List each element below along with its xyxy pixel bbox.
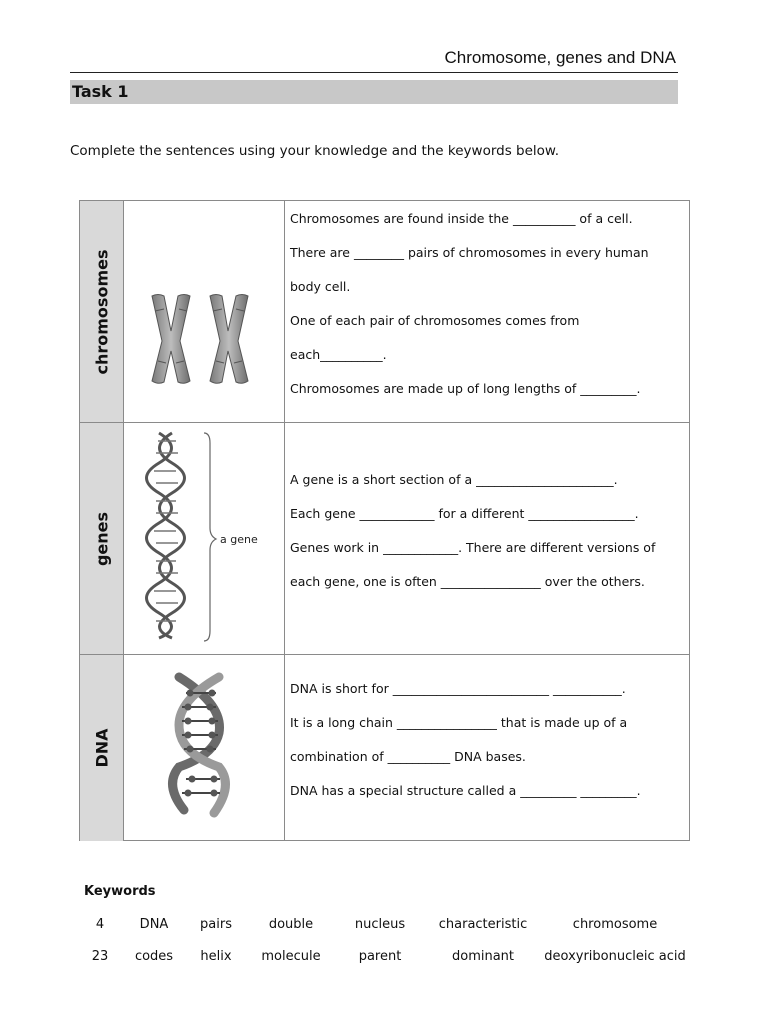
- keyword: dominant: [451, 949, 515, 964]
- dna-image-cell: [124, 655, 285, 841]
- sentence-line: each__________.: [290, 347, 387, 362]
- gene-helix-illustration: [124, 423, 285, 654]
- chromosomes-label: chromosomes: [92, 249, 111, 374]
- document-header: [70, 46, 678, 73]
- task-label: Task 1: [72, 82, 129, 101]
- keyword: parent: [358, 949, 402, 964]
- chromosomes-row-label: [80, 201, 124, 422]
- genes-label: genes: [92, 511, 111, 566]
- keyword: 23: [91, 949, 109, 964]
- genes-sentences: [285, 423, 689, 654]
- keyword: double: [268, 917, 314, 932]
- dna-sentences: [285, 655, 689, 841]
- genes-image-cell: [124, 423, 285, 654]
- sentence-line: Each gene ____________ for a different _________________.: [290, 506, 639, 521]
- keyword: helix: [200, 949, 232, 964]
- genes-row: [80, 423, 689, 655]
- chromosome-right-icon: [210, 295, 248, 384]
- worksheet-table: [79, 200, 690, 841]
- chromosomes-illustration: [124, 201, 285, 422]
- sentence-line: body cell.: [290, 279, 351, 294]
- sentence-line: Chromosomes are found inside the __________ of a cell.: [290, 211, 633, 226]
- sentence-line: DNA has a special structure called a _________ _________.: [290, 783, 641, 798]
- chromosomes-image-cell: [124, 201, 285, 422]
- sentence-line: combination of __________ DNA bases.: [290, 749, 526, 764]
- task-heading-bar: [70, 80, 678, 104]
- keyword: pairs: [200, 917, 232, 932]
- keyword: DNA: [139, 917, 169, 932]
- instruction-text: Complete the sentences using your knowledge and the keywords below.: [70, 143, 560, 159]
- sentence-line: A gene is a short section of a ______________________.: [290, 472, 618, 487]
- keyword: characteristic: [438, 917, 528, 932]
- keyword: nucleus: [354, 917, 406, 932]
- keyword: 4: [95, 917, 105, 932]
- gene-caption: a gene: [220, 533, 258, 546]
- sentence-line: DNA is short for _________________________ ___________.: [290, 681, 626, 696]
- gene-brace-icon: [204, 433, 216, 641]
- keywords-row: [79, 917, 691, 935]
- keyword: molecule: [261, 949, 321, 964]
- document-title: Chromosome, genes and DNA: [444, 48, 676, 67]
- sentence-line: each gene, one is often ________________ over the others.: [290, 574, 645, 589]
- chromosomes-sentences: [285, 201, 689, 422]
- sentence-line: There are ________ pairs of chromosomes in every human: [290, 245, 649, 260]
- genes-row-label: [80, 423, 124, 654]
- dna-row-label: [80, 655, 124, 841]
- dna-helix-icon: [147, 433, 185, 638]
- dna-double-helix-illustration: [124, 655, 285, 840]
- keyword: codes: [134, 949, 174, 964]
- keywords-title: Keywords: [84, 884, 156, 899]
- dna-row: [80, 655, 689, 841]
- keyword: deoxyribonucleic acid: [544, 949, 686, 964]
- sentence-line: Chromosomes are made up of long lengths of _________.: [290, 381, 641, 396]
- dna-label: DNA: [92, 728, 111, 768]
- sentence-line: One of each pair of chromosomes comes from: [290, 313, 580, 328]
- sentence-line: It is a long chain ________________ that is made up of a: [290, 715, 628, 730]
- keywords-row: [79, 949, 691, 967]
- keyword: chromosome: [572, 917, 658, 932]
- chromosome-left-icon: [152, 295, 190, 384]
- sentence-line: Genes work in ____________. There are different versions of: [290, 540, 656, 555]
- chromosomes-row: [80, 201, 689, 423]
